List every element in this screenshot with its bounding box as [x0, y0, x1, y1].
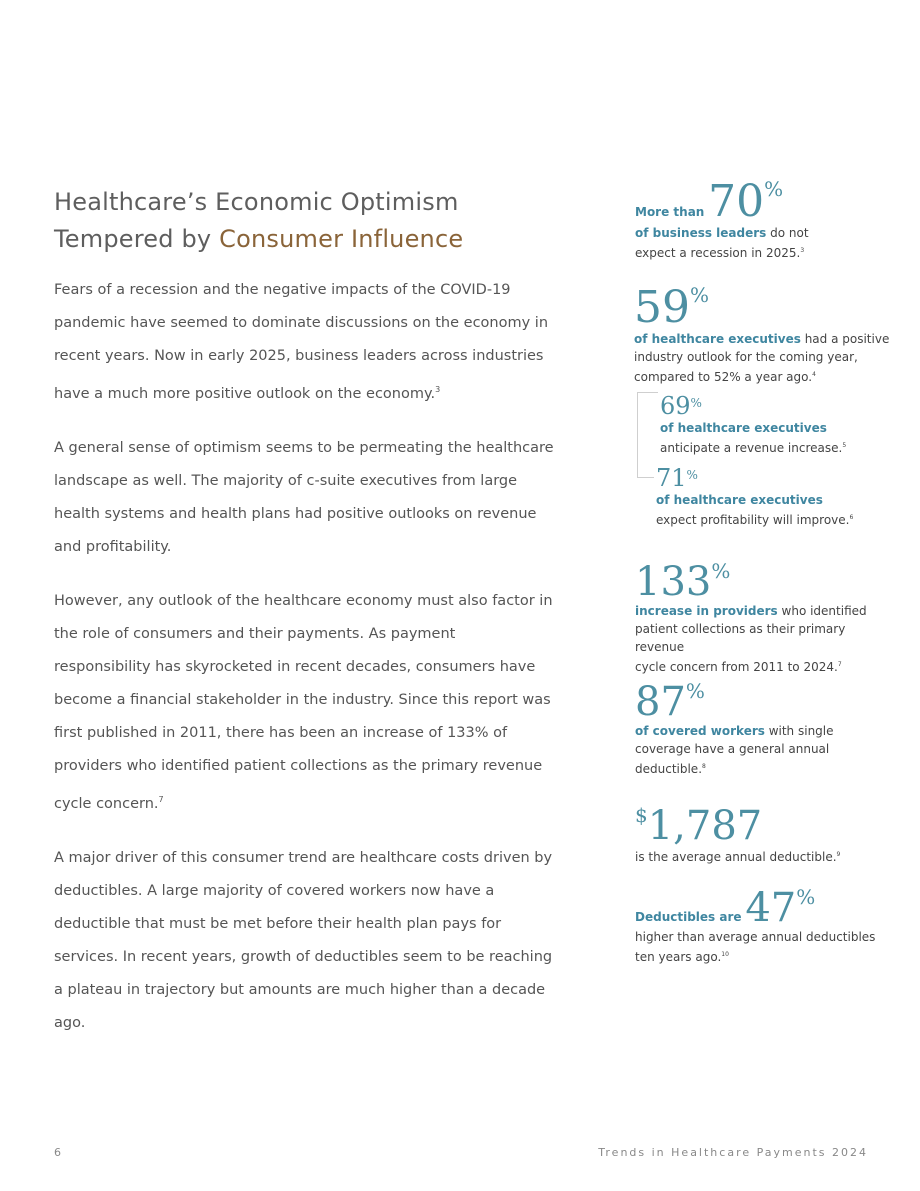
stat-text: is the average annual deductible.	[635, 850, 837, 864]
stat-value: 71	[656, 464, 687, 492]
stat-text: industry outlook for the coming year,	[634, 350, 858, 364]
stat-highlight: of business leaders	[635, 226, 767, 240]
stat-text: expect profitability will improve.	[656, 513, 850, 527]
paragraph-3	[54, 585, 554, 821]
stat-value: 87	[635, 679, 686, 725]
stat-unit: %	[796, 885, 816, 909]
title-line-1: Healthcare’s Economic Optimism	[54, 188, 459, 216]
footnote-ref: 10	[721, 951, 729, 958]
stat-unit: %	[690, 396, 702, 410]
stat-text: expect a recession in 2025.	[635, 246, 801, 260]
paragraph-1	[54, 274, 554, 411]
title-accent: Consumer Influence	[219, 225, 464, 253]
footnote-ref: 5	[842, 442, 847, 449]
stat-text: had a positive	[800, 332, 890, 346]
footnote-ref: 8	[702, 763, 706, 770]
stat-highlight: of healthcare executives	[660, 421, 827, 435]
paragraph-text: However, any outlook of the healthcare economy must also factor in the role of consumers and their payments. As payment responsibility has skyrocketed in recent decades, consumers have become a financial stakeholder in the industry. Since this report was first published in 2011, there has been an increase of 133% of providers who identified patient collections as the primary revenue cycle concern.	[54, 592, 553, 812]
footnote-ref: 3	[800, 247, 805, 254]
stat-providers-increase	[635, 559, 895, 676]
stat-value: 69	[660, 392, 691, 420]
stat-average-deductible	[635, 803, 895, 866]
footnote-ref: 3	[435, 385, 441, 394]
body-text	[54, 274, 554, 1061]
stat-text: patient collections as their primary revenue	[635, 622, 846, 654]
footer-title: Trends in Healthcare Payments 2024	[598, 1146, 868, 1159]
footnote-ref: 6	[849, 514, 854, 521]
stat-prefix: Deductibles are	[635, 910, 742, 924]
stat-highlight: of healthcare executives	[656, 493, 823, 507]
stat-highlight: increase in providers	[635, 604, 778, 618]
stat-text: do not	[766, 226, 809, 240]
stat-text: who identified	[777, 604, 867, 618]
stat-highlight: of covered workers	[635, 724, 765, 738]
paragraph-text: A general sense of optimism seems to be permeating the healthcare landscape as well. The majority of c-suite executives from large health systems and health plans had positive outlooks on revenue and profitability.	[54, 439, 554, 555]
stat-unit: %	[764, 177, 784, 201]
stat-unit: %	[685, 679, 705, 703]
page-title	[54, 184, 554, 258]
paragraph-text: A major driver of this consumer trend are healthcare costs driven by deductibles. A large majority of covered workers now have a deductible that must be met before their health plan pays for services. In recent years, growth of deductibles seem to be reaching a plateau in trajectory but amounts are much higher than a decade ago.	[54, 849, 553, 1031]
stat-value: 133	[635, 559, 712, 605]
stat-business-leaders	[635, 176, 895, 262]
stat-unit: %	[711, 559, 731, 583]
paragraph-text: Fears of a recession and the negative impacts of the COVID-19 pandemic have seemed to dominate discussions on the economy in recent years. Now in early 2025, business leaders across industries have a much more positive outlook on the economy.	[54, 282, 549, 402]
stat-value: 1,787	[647, 803, 763, 849]
stat-text: cycle concern from 2011 to 2024.	[635, 660, 838, 674]
stat-deductibles-higher	[635, 885, 895, 966]
stat-text: with single	[764, 724, 834, 738]
paragraph-2	[54, 432, 554, 564]
stat-text: anticipate a revenue increase.	[660, 441, 843, 455]
sub-stat-bracket	[637, 392, 658, 478]
stat-unit: %	[686, 468, 698, 482]
footnote-ref: 9	[836, 851, 841, 858]
stat-healthcare-outlook	[634, 282, 894, 386]
stat-prefix: More than	[635, 205, 705, 219]
stat-text: compared to 52% a year ago.	[634, 370, 813, 384]
stat-value: 59	[634, 282, 690, 333]
stat-value: 70	[708, 176, 765, 227]
footnote-ref: 7	[158, 794, 164, 804]
stat-covered-workers	[635, 679, 895, 778]
title-line-2-prefix: Tempered by	[54, 225, 220, 253]
stat-value: 47	[745, 885, 797, 931]
footnote-ref: 7	[837, 661, 842, 668]
page-number: 6	[54, 1146, 61, 1159]
stat-text: higher than average annual deductibles	[635, 930, 876, 944]
footnote-ref: 4	[812, 371, 816, 378]
stat-profitability	[656, 466, 886, 529]
stat-highlight: of healthcare executives	[634, 332, 801, 346]
stat-currency: $	[635, 803, 648, 827]
stat-text: deductible.	[635, 762, 703, 776]
paragraph-4	[54, 842, 554, 1040]
stat-text: ten years ago.	[635, 950, 722, 964]
stat-revenue-increase	[660, 394, 890, 457]
stat-text: coverage have a general annual	[635, 742, 830, 756]
stat-unit: %	[690, 283, 710, 307]
